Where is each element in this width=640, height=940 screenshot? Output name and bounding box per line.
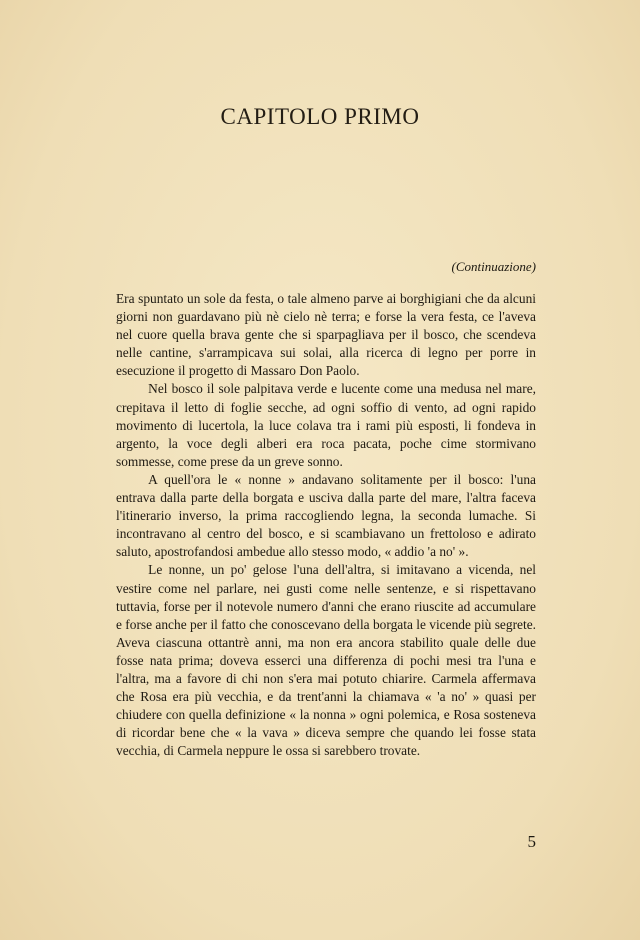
paragraph-4: Le nonne, un po' gelose l'una dell'altra, si imitavano a vicenda, nel vestire come nel parlare, nei gusti come nelle sentenze, e si rispettavano tuttavia, forse per il notevole numero d'anni che erano riuscite ad accumulare e forse anche per il fatto che conoscevano della borgata le vicende più segrete. Aveva ciascuna ottantrè anni, ma non era ancora stabilito quale delle due fosse nata prima; doveva esserci una differenza di pochi mesi tra l'una e l'altra, ma a favore di chi non s'era mai potuto chiarire. Carmela affermava che Rosa era più vecchia, e da trent'anni la chiamava « 'a no' » quasi per chiudere con quella definizione « la nonna » ogni polemica, e Rosa sosteneva di ricordar bene che « la vava » diceva sempre che quando lei fosse stata vecchia, di Carmela neppure le ossa si sarebbero trovate. [116,562,536,759]
body-text [116,290,536,760]
continuation-note: (Continuazione) [451,259,536,274]
paragraph-1: Era spuntato un sole da festa, o tale almeno parve ai borghigiani che da alcuni giorni non guardavano più nè cielo nè terra; e forse la vera festa, ce l'aveva nel cuore quella brava gente che si sparpagliava per il bosco, che scendeva nelle cantine, s'arrampicava sui solai, alla ricerca di legno per porre in esecuzione il progetto di Massaro Don Paolo. [116,291,536,379]
page-number: 5 [527,832,536,851]
paragraph-2: Nel bosco il sole palpitava verde e lucente come una medusa nel mare, crepitava il letto di foglie secche, ad ogni soffio di vento, ad ogni rapido movimento di lucertola, la luce colava tra i rami più esposti, li fondeva in argento, la voce degli alberi era roca pacata, poche cime stormivano sommesse, come prese da un greve sonno. [116,381,536,469]
chapter-title: CAPITOLO PRIMO [220,104,420,129]
paragraph-3: A quell'ora le « nonne » andavano solitamente per il bosco: l'una entrava dalla parte della borgata e usciva dalla parte del mare, l'altra faceva l'itinerario inverso, la prima raccogliendo legna, la seconda lumache. Si incontravano al centro del bosco, e si scambiavano un frettoloso e adirato saluto, apostrofandosi ambedue allo stesso modo, « addio 'a no' ». [116,471,536,560]
